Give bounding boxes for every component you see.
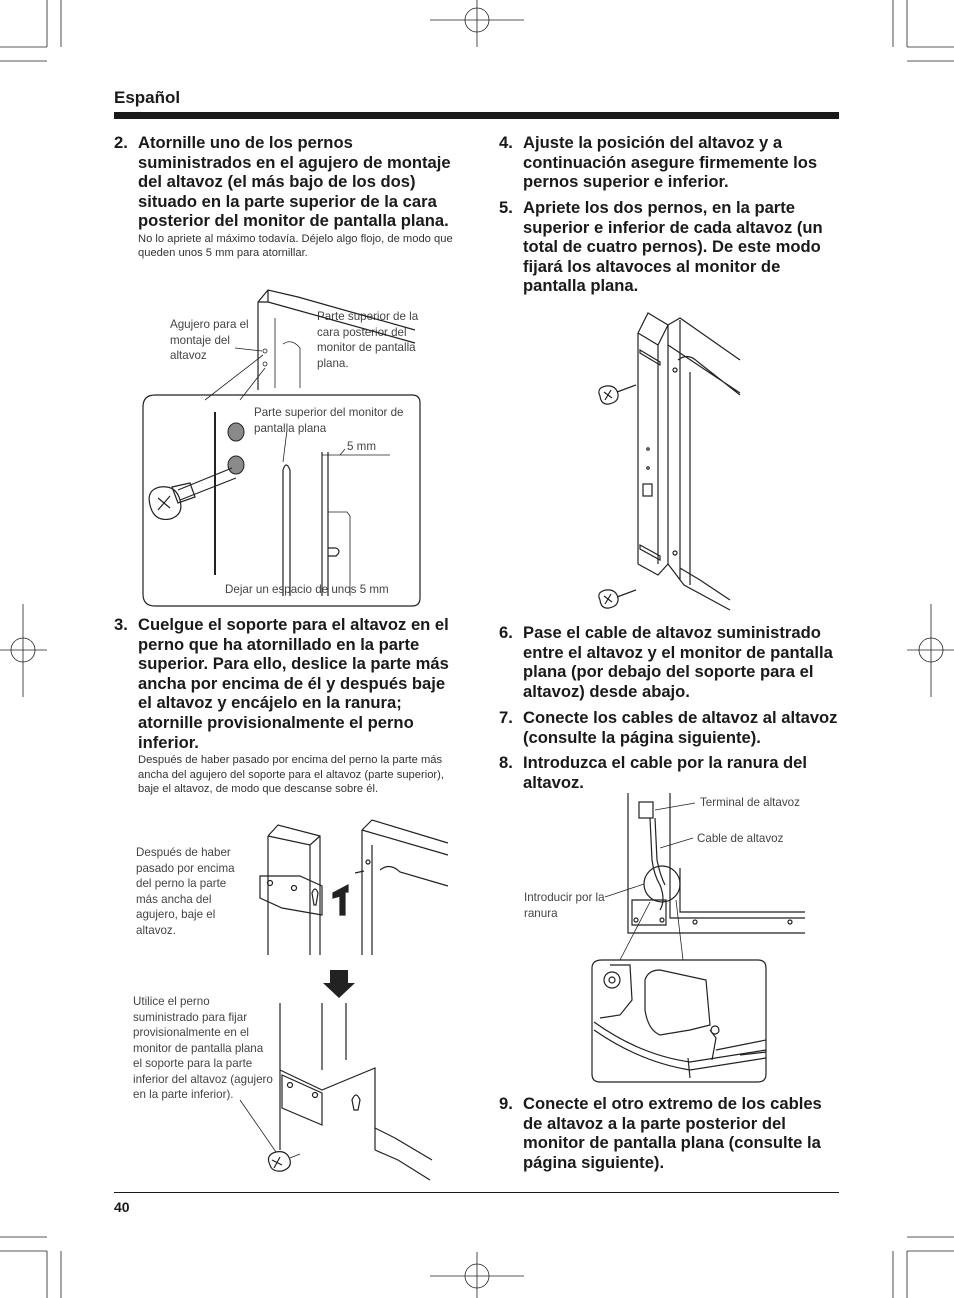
language-heading: Español xyxy=(114,88,181,107)
step-note: No lo apriete al máximo todavía. Déjelo algo flojo, de modo que queden unos 5 mm para atornillar. xyxy=(138,232,453,260)
step-text: Introduzca el cable por la ranura del altavoz. xyxy=(523,753,808,792)
step-number: 8. xyxy=(499,753,513,772)
label-mounting-hole: Agujero para el montaje del altavoz xyxy=(170,318,249,362)
step-9 xyxy=(499,1094,844,1172)
step-number: 5. xyxy=(499,198,513,217)
label-gap: Dejar un espacio de unos 5 mm xyxy=(225,583,389,596)
step-text: Conecte el otro extremo de los cables de altavoz a la parte posterior del monitor de pantalla plana (consulte la página siguiente). xyxy=(523,1094,822,1172)
page-number: 40 xyxy=(114,1199,130,1215)
step-text: Ajuste la posición del altavoz y a continuación asegure firmemente los pernos superior e inferior. xyxy=(523,133,818,192)
step-number: 3. xyxy=(114,615,128,634)
label-after-passing: Después de haber pasado por encima del perno la parte más ancha del agujero, baje el altavoz. xyxy=(136,846,235,937)
step-number: 6. xyxy=(499,623,513,642)
step-text: Apriete los dos pernos, en la parte superior e inferior de cada altavoz (un total de cuatro pernos). De este modo fijará los altavoces al monitor de pantalla plana. xyxy=(523,198,823,296)
step-number: 4. xyxy=(499,133,513,152)
label-rear-top: Parte superior de la cara posterior del monitor de pantalla plana. xyxy=(317,310,419,370)
footer-rule xyxy=(114,1192,839,1193)
label-monitor-top: Parte superior del monitor de pantalla plana xyxy=(254,406,404,435)
step-note: Después de haber pasado por encima del perno la parte más ancha del agujero del soporte para el altavoz (parte superior), baje el altavoz, de modo que descanse sobre él. xyxy=(138,754,444,796)
step-text: Conecte los cables de altavoz al altavoz (consulte la página siguiente). xyxy=(523,708,838,747)
label-terminal: Terminal de altavoz xyxy=(700,796,800,809)
label-5mm: 5 mm xyxy=(347,440,376,453)
step-text: Cuelgue el soporte para el altavoz en el perno que ha atornillado en la parte superior. Para ello, deslice la parte más ancha por encima de él y después baje el altavoz y encájelo en la ranura; atornille provisionalmente el perno inferior. xyxy=(138,615,449,752)
label-insert-slot: Introducir por la ranura xyxy=(524,891,605,920)
step-number: 2. xyxy=(114,133,128,152)
step-number: 7. xyxy=(499,708,513,727)
step-text: Atornille uno de los pernos suministrados en el agujero de montaje del altavoz (el más bajo de los dos) situado en la parte superior de la cara posterior del monitor de pantalla plana. xyxy=(138,133,451,231)
label-use-bolt: Utilice el perno suministrado para fijar provisionalmente en el monitor de pantalla plana el soporte para la parte inferior del altavoz (agujero en la parte inferior). xyxy=(133,995,273,1101)
label-cable: Cable de altavoz xyxy=(697,832,784,845)
step-text: Pase el cable de altavoz suministrado entre el altavoz y el monitor de pantalla plana (por debajo del soporte para el altavoz) desde abajo. xyxy=(523,623,833,701)
step-number: 9. xyxy=(499,1094,513,1113)
